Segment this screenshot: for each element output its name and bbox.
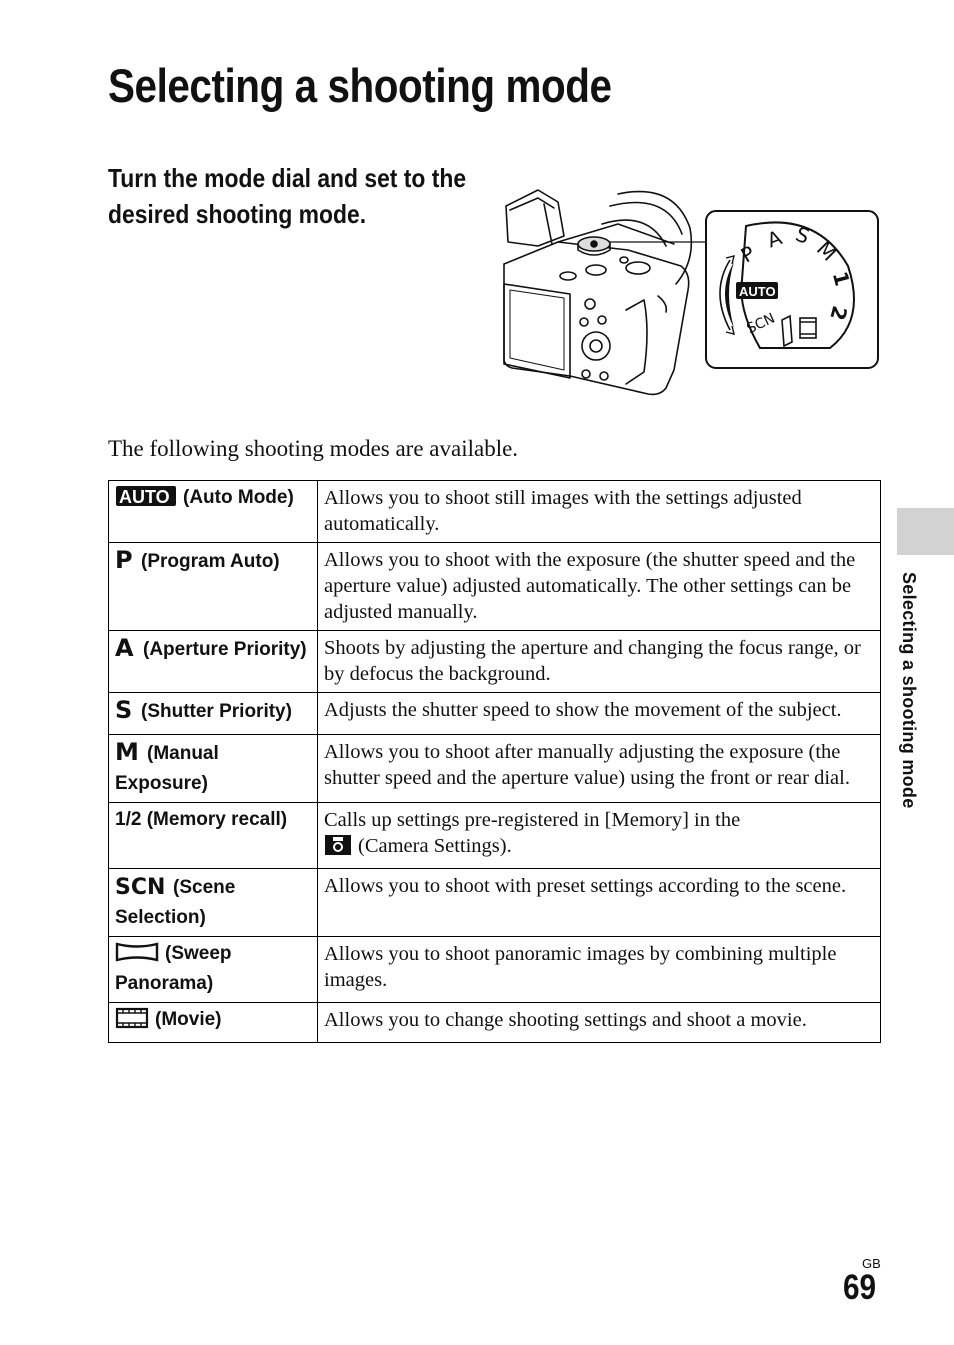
mode-description: Adjusts the shutter speed to show the movement of the subject. <box>318 693 881 735</box>
sweep-panorama-icon <box>115 941 159 971</box>
description-text: (Camera Settings). <box>358 835 512 857</box>
page-number: 69 <box>843 1268 877 1307</box>
table-row <box>109 693 881 735</box>
table-row <box>109 1003 881 1043</box>
mode-name: (Aperture Priority) <box>143 639 307 660</box>
table-row <box>109 735 881 803</box>
movie-icon <box>115 1007 149 1037</box>
mode-cell <box>109 869 318 937</box>
mode-description: Allows you to shoot with preset settings according to the scene. <box>318 869 881 937</box>
svg-text:M: M <box>115 739 139 763</box>
auto-mode-icon <box>115 485 177 515</box>
table-row <box>109 803 881 869</box>
a-mode-icon <box>115 635 137 667</box>
mode-description: Allows you to shoot with the exposure (the shutter speed and the aperture value) adjusted automatically. The other settings can be adjusted manually. <box>318 543 881 631</box>
table-row <box>109 631 881 693</box>
mode-cell <box>109 693 318 735</box>
mode-description: Allows you to shoot panoramic images by combining multiple images. <box>318 937 881 1003</box>
mode-name: (Shutter Priority) <box>141 701 292 722</box>
section-side-label: Selecting a shooting mode <box>899 572 919 809</box>
scn-mode-icon <box>115 873 167 905</box>
mode-cell <box>109 481 318 543</box>
mode-name: (Sweep Panorama) <box>115 943 232 994</box>
shooting-modes-table <box>108 480 881 1043</box>
mode-name: (Program Auto) <box>141 551 280 572</box>
svg-text:SCN: SCN <box>115 875 166 897</box>
camera-mode-dial-illustration <box>498 180 882 402</box>
page-title: Selecting a shooting mode <box>108 59 612 112</box>
instruction-heading: Turn the mode dial and set to the desired shooting mode. <box>108 163 467 229</box>
intro-text: The following shooting modes are available. <box>108 436 519 461</box>
dial-auto-label: AUTO <box>739 284 776 299</box>
camera-icon <box>324 834 352 863</box>
dial-letter-1: 1 <box>827 268 855 289</box>
m-mode-icon <box>115 739 141 771</box>
mode-name: (Scene Selection) <box>115 877 236 928</box>
mode-description: Allows you to change shooting settings and shoot a movie. <box>318 1003 881 1043</box>
mode-name: 1/2 (Memory recall) <box>115 809 288 830</box>
s-mode-icon <box>115 697 135 729</box>
svg-text:S: S <box>115 697 133 721</box>
dial-letter-s: S <box>792 221 813 249</box>
dial-letter-p: P <box>736 240 760 268</box>
table-row <box>109 869 881 937</box>
mode-description <box>318 803 881 869</box>
mode-description: Shoots by adjusting the aperture and changing the focus range, or by defocus the background. <box>318 631 881 693</box>
mode-description: Allows you to shoot after manually adjusting the exposure (the shutter speed and the aperture value) using the front or rear dial. <box>318 735 881 803</box>
mode-name: (Auto Mode) <box>183 487 294 508</box>
mode-cell <box>109 631 318 693</box>
table-row <box>109 481 881 543</box>
section-tab <box>897 508 954 555</box>
mode-cell <box>109 735 318 803</box>
table-row <box>109 543 881 631</box>
region-label: GB <box>862 1256 881 1271</box>
mode-name: (Manual Exposure) <box>115 743 219 794</box>
dial-scn-label: SCN <box>744 310 778 338</box>
description-text: Calls up settings pre-registered in [Memory] in the <box>324 809 741 831</box>
mode-cell <box>109 803 318 869</box>
mode-description: Allows you to shoot still images with the settings adjusted automatically. <box>318 481 881 543</box>
svg-text:P: P <box>115 547 133 571</box>
mode-cell <box>109 1003 318 1043</box>
p-mode-icon <box>115 547 135 579</box>
dial-letter-2: 2 <box>825 303 853 324</box>
mode-cell <box>109 543 318 631</box>
mode-cell <box>109 937 318 1003</box>
dial-letter-a: A <box>763 225 785 253</box>
table-row <box>109 937 881 1003</box>
dial-letter-m: M <box>811 236 842 266</box>
svg-text:AUTO: AUTO <box>119 487 170 507</box>
svg-text:A: A <box>115 635 134 659</box>
mode-name: (Movie) <box>155 1009 222 1030</box>
